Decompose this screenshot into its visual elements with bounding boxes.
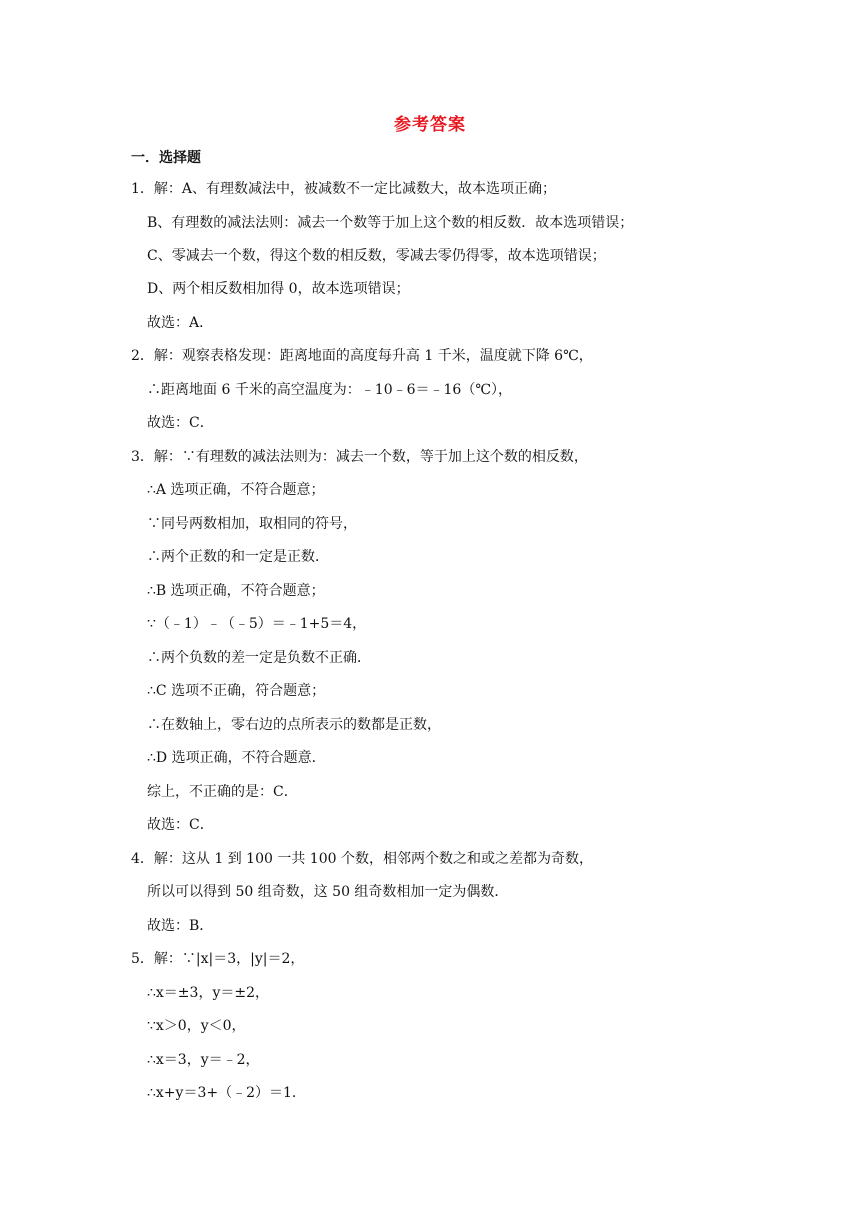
answer-1-line-2: B、有理数的减法法则：减去一个数等于加上这个数的相反数．故本选项错误； [147, 215, 634, 231]
answer-3-line-7: ∴两个负数的差一定是负数不正确． [147, 650, 371, 666]
answer-2-line-2: ∴距离地面 6 千米的高空温度为：﹣10﹣6＝﹣16（℃）， [147, 382, 513, 398]
answer-3-line-11: 综上，不正确的是：C． [147, 784, 298, 800]
answer-3-line-10: ∴D 选项正确，不符合题意． [147, 750, 326, 766]
answer-3-line-6: ∵（﹣1）﹣（﹣5）＝﹣1+5＝4， [147, 616, 367, 632]
answer-3-line-8: ∴C 选项不正确，符合题意； [147, 683, 326, 699]
answer-1-line-4: D、两个相反数相加得 0，故本选项错误； [147, 281, 410, 297]
section-heading: 一．选择题 [131, 150, 201, 166]
answer-4-line-1: 4．解：这从 1 到 100 一共 100 个数，相邻两个数之和或之差都为奇数， [131, 851, 593, 867]
answer-2-line-1: 2．解：观察表格发现：距离地面的高度每升高 1 千米，温度就下降 6℃， [131, 348, 593, 364]
answer-2-line-3: 故选：C． [147, 415, 214, 431]
answer-4-line-2: 所以可以得到 50 组奇数，这 50 组奇数相加一定为偶数． [147, 884, 509, 900]
answer-3-line-4: ∴两个正数的和一定是正数． [147, 549, 329, 565]
answer-5-line-2: ∴x＝±3，y＝±2， [147, 985, 269, 1001]
page-title: 参考答案 [394, 115, 466, 135]
answer-4-line-3: 故选：B． [147, 918, 214, 934]
answer-3-line-5: ∴B 选项正确，不符合题意； [147, 583, 325, 599]
answer-1-line-1: 1．解：A、有理数减法中，被减数不一定比减数大，故本选项正确； [131, 181, 557, 197]
answer-5-line-4: ∴x＝3，y＝﹣2， [147, 1052, 260, 1068]
answer-1-line-3: C、零减去一个数，得这个数的相反数，零减去零仍得零，故本选项错误； [147, 248, 606, 264]
answer-5-line-3: ∵x＞0，y＜0， [147, 1018, 246, 1034]
answer-3-line-1: 3．解：∵有理数的减法法则为：减去一个数，等于加上这个数的相反数， [131, 449, 588, 465]
answer-5-line-1: 5．解：∵|x|＝3，|y|＝2， [131, 951, 305, 967]
answer-3-line-3: ∵同号两数相加，取相同的符号， [147, 516, 357, 532]
answer-3-line-12: 故选：C． [147, 817, 214, 833]
answer-1-line-5: 故选：A． [147, 315, 214, 331]
answer-5-line-5: ∴x+y＝3+（﹣2）＝1． [147, 1085, 306, 1101]
answer-3-line-9: ∴在数轴上，零右边的点所表示的数都是正数， [147, 717, 441, 733]
answer-3-line-2: ∴A 选项正确，不符合题意； [147, 482, 325, 498]
